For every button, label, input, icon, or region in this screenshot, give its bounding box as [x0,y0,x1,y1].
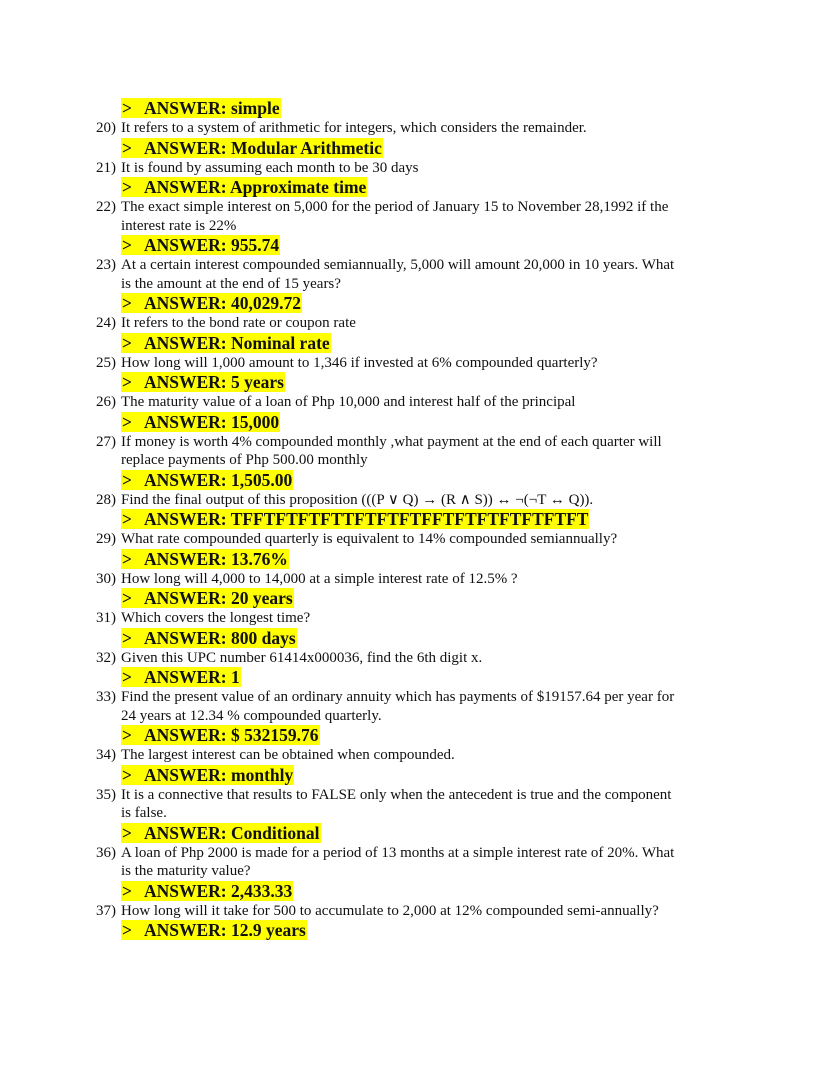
answer-text: ANSWER: 2,433.33 [143,880,293,901]
arrow-marker: > [122,920,132,940]
answer-text: ANSWER: 1,505.00 [143,469,293,490]
answer-text: ANSWER: 955.74 [143,235,280,255]
answer-line [121,881,828,902]
arrow-marker: > [122,177,132,197]
question-number: 35) [96,786,116,803]
answer-highlight [121,509,589,529]
arrow-marker: > [122,880,132,901]
answer-text: ANSWER: 40,029.72 [143,293,302,313]
answer-highlight [121,725,320,745]
question-number: 22) [96,199,116,215]
question-number: 37) [96,902,116,919]
question-number: 34) [96,747,116,763]
answer-line [121,509,828,530]
arrow-marker: > [122,509,132,529]
arrow-marker: > [122,764,132,785]
question-number: 29) [96,531,116,547]
question-item [0,256,828,293]
question-item [0,902,828,921]
answer-highlight [121,138,383,158]
question-text-line: is the amount at the end of 15 years? [121,275,341,292]
answer-text: ANSWER: $ 532159.76 [143,725,319,745]
answer-highlight [121,372,285,392]
answer-text: ANSWER: 20 years [143,588,293,608]
arrow-marker: > [122,411,132,432]
answer-line [121,293,828,314]
question-text-line: is false. [121,805,167,821]
answer-highlight [121,293,302,313]
answer-highlight [121,628,297,648]
answer-text: ANSWER: 12.9 years [143,920,306,940]
question-item [0,649,828,668]
answer-highlight [121,588,294,608]
answer-text: ANSWER: 5 years [143,372,284,392]
question-item [0,159,828,178]
question-text-line: The largest interest can be obtained when compounded. [121,747,455,763]
answer-text: ANSWER: Approximate time [143,177,367,197]
answer-line [121,667,828,688]
answer-highlight [121,412,280,432]
question-text-line: Find the final output of this proposition (((P ∨ Q) → (R ∧ S)) ↔ ¬(¬T ↔ Q)). [121,491,594,508]
question-number: 20) [96,120,116,136]
answer-text: ANSWER: Nominal rate [143,332,330,353]
question-item [0,844,828,881]
answer-line [121,920,828,941]
answer-text: ANSWER: 13.76% [143,548,288,569]
answer-highlight [121,98,281,118]
answer-text: ANSWER: Modular Arithmetic [143,137,382,158]
question-number: 21) [96,159,116,176]
answer-text: ANSWER: 800 days [143,627,296,648]
answer-text: ANSWER: Conditional [143,822,320,843]
arrow-marker: > [122,98,132,118]
answer-line [121,588,828,609]
answer-text: ANSWER: simple [143,98,280,118]
answer-text: ANSWER: monthly [143,764,294,785]
arrow-marker: > [122,548,132,569]
question-text-line: It is found by assuming each month to be 30 days [121,159,419,176]
answer-line [121,177,828,198]
question-item [0,570,828,589]
answer-highlight [121,765,294,785]
question-number: 23) [96,257,116,273]
question-text-line: The maturity value of a loan of Php 10,000 and interest half of the principal [121,394,576,410]
question-item [0,746,828,765]
answer-line [121,138,828,159]
question-item [0,688,828,725]
answer-highlight [121,881,293,901]
question-text-line: A loan of Php 2000 is made for a period of 13 months at a simple interest rate of 20%. What [121,844,675,861]
question-number: 28) [96,491,116,508]
question-text-line: How long will 1,000 amount to 1,346 if invested at 6% compounded quarterly? [121,354,598,371]
arrow-marker: > [122,137,132,158]
answer-line [121,725,828,746]
answer-highlight [121,333,331,353]
arrow-marker: > [122,235,132,255]
question-text-line: If money is worth 4% compounded monthly ,what payment at the end of each quarter will [121,433,662,450]
question-number: 24) [96,315,116,331]
answer-highlight [121,235,280,255]
question-text-line: 24 years at 12.34 % compounded quarterly. [121,707,382,724]
arrow-marker: > [122,627,132,648]
answer-line [121,549,828,570]
answer-highlight [121,549,289,569]
arrow-marker: > [122,293,132,313]
question-text-line: How long will it take for 500 to accumulate to 2,000 at 12% compounded semi-annually? [121,902,659,919]
question-number: 36) [96,844,116,861]
arrow-marker: > [122,822,132,843]
answer-line [121,412,828,433]
answer-highlight [121,920,307,940]
answer-line [121,372,828,393]
answer-line [121,235,828,256]
arrow-marker: > [122,588,132,608]
question-item [0,314,828,333]
question-text-line: How long will 4,000 to 14,000 at a simple interest rate of 12.5% ? [121,570,518,587]
answer-text: ANSWER: TFFTFTFTFTTFTFTFTFFTFTFTFTFTFTFT [143,509,589,529]
answer-line [121,470,828,491]
document-page [0,98,828,941]
question-text-line: Given this UPC number 61414x000036, find the 6th digit x. [121,649,483,666]
question-text-line: The exact simple interest on 5,000 for the period of January 15 to November 28,1992 if the [121,199,669,215]
question-text-line: replace payments of Php 500.00 monthly [121,452,368,468]
answer-line [121,823,828,844]
question-text-line: Which covers the longest time? [121,610,311,626]
question-text-line: is the maturity value? [121,863,251,879]
answer-line [121,333,828,354]
question-text-line: It refers to a system of arithmetic for integers, which considers the remainder. [121,120,587,136]
question-item [0,491,828,510]
question-item [0,786,828,823]
question-text-line: It is a connective that results to FALSE only when the antecedent is true and the component [121,786,672,803]
arrow-marker: > [122,332,132,353]
question-number: 30) [96,570,116,587]
question-number: 31) [96,610,116,626]
question-list [0,119,828,941]
question-item [0,433,828,470]
answer-19 [121,98,828,119]
arrow-marker: > [122,667,132,687]
question-item [0,393,828,412]
answer-highlight [121,823,321,843]
question-number: 25) [96,354,116,371]
question-item [0,609,828,628]
answer-highlight [121,470,293,490]
question-item [0,198,828,235]
answer-line [121,628,828,649]
question-number: 26) [96,394,116,410]
answer-text: ANSWER: 1 [143,667,240,687]
question-text-line: Find the present value of an ordinary annuity which has payments of $19157.64 per year for [121,689,675,705]
question-item [0,354,828,373]
question-item [0,119,828,138]
answer-highlight [121,177,367,197]
arrow-marker: > [122,372,132,392]
question-text-line: It refers to the bond rate or coupon rate [121,315,356,331]
question-number: 32) [96,649,116,666]
question-number: 27) [96,433,116,450]
answer-line [121,765,828,786]
answer-highlight [121,667,241,687]
question-text-line: At a certain interest compounded semiannually, 5,000 will amount 20,000 in 10 years. What [121,257,675,273]
arrow-marker: > [122,469,132,490]
question-text-line: interest rate is 22% [121,217,237,234]
question-number: 33) [96,689,116,705]
question-text-line: What rate compounded quarterly is equivalent to 14% compounded semiannually? [121,531,618,547]
arrow-marker: > [122,725,132,745]
question-item [0,530,828,549]
answer-text: ANSWER: 15,000 [143,411,280,432]
